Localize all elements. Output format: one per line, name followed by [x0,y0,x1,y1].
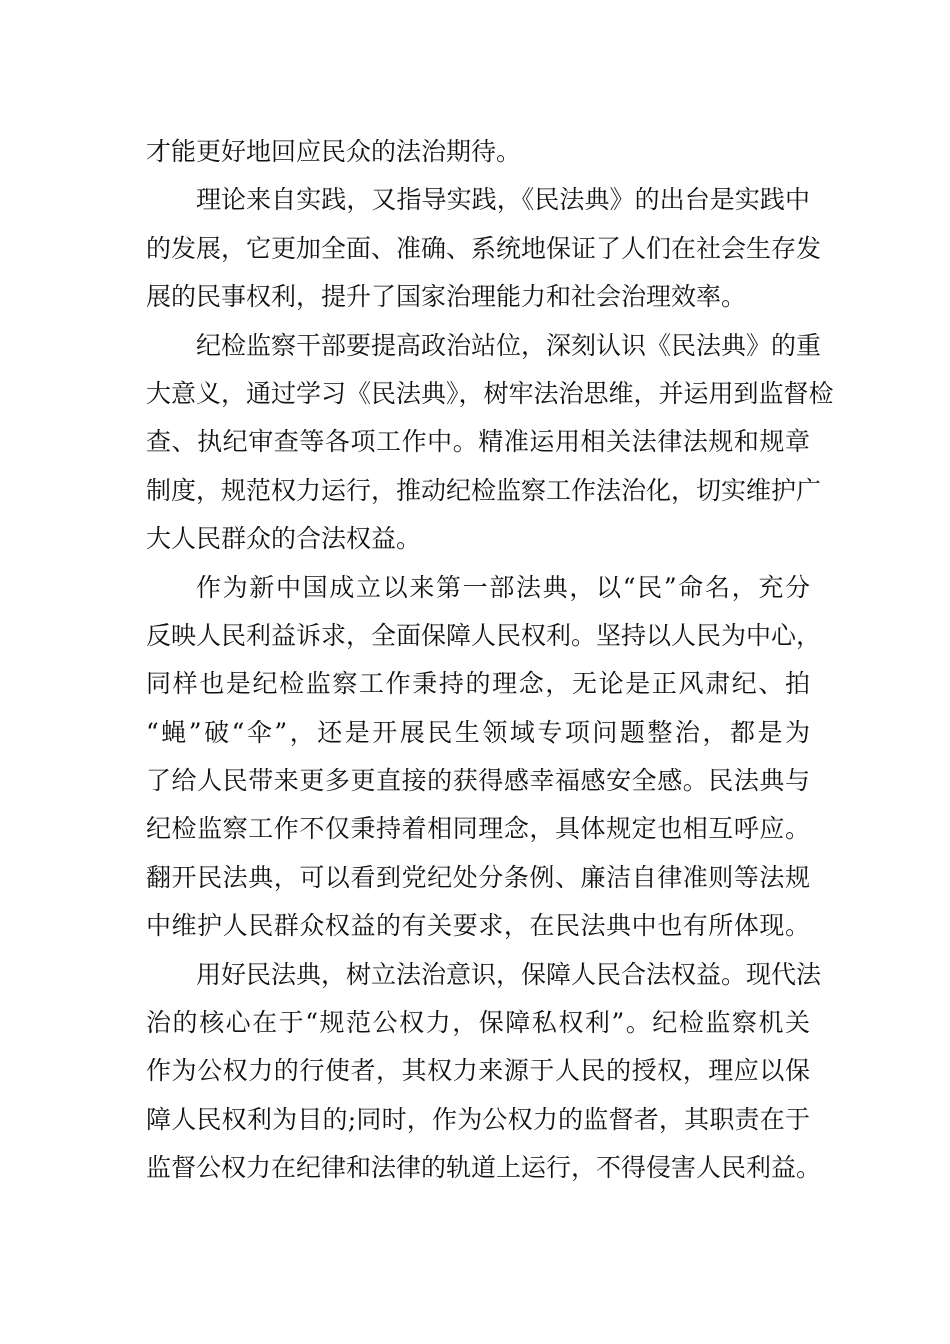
paragraph-3-line-2: 大意义，通过学习《民法典》，树牢法治思维，并运用到监督检 [146,378,834,408]
body-text [146,128,834,1193]
paragraph-3-line-1: 纪检监察干部要提高政治站位，深刻认识《民法典》的重 [196,330,822,360]
paragraph-3-line-5: 大人民群众的合法权益。 [146,524,422,554]
paragraph-5-line-5: 监督公权力在纪律和法律的轨道上运行，不得侵害人民利益。 [146,1153,822,1183]
paragraph-5-line-1: 用好民法典，树立法治意识，保障人民合法权益。现代法 [196,959,822,989]
paragraph-2-line-3: 展的民事权利，提升了国家治理能力和社会治理效率。 [146,282,747,312]
paragraph-4-line-1: 作为新中国成立以来第一部法典，以“民”命名，充分 [196,572,810,602]
paragraph-4-line-7: 翻开民法典，可以看到党纪处分条例、廉洁自律准则等法规 [146,862,810,892]
paragraph-1-line-1: 才能更好地回应民众的法治期待。 [146,137,522,166]
paragraph-4-line-6: 纪检监察工作不仅秉持着相同理念，具体规定也相互呼应。 [146,814,810,844]
paragraph-4-line-3: 同样也是纪检监察工作秉持的理念，无论是正风肃纪、拍 [146,669,810,699]
paragraph-2-line-2: 的发展，它更加全面、准确、系统地保证了人们在社会生存发 [146,233,822,263]
paragraph-4-line-2: 反映人民利益诉求，全面保障人民权利。坚持以人民为中心， [146,620,822,650]
paragraph-4-line-5: 了给人民带来更多更直接的获得感幸福感安全感。民法典与 [146,766,810,796]
paragraph-5-line-3: 作为公权力的行使者，其权力来源于人民的授权，理应以保 [146,1056,810,1086]
paragraph-4-line-4: “蝇”破“伞”，还是开展民生领域专项问题整治，都是为 [146,717,810,747]
paragraph-5-line-2: 治的核心在于“规范公权力，保障私权利”。纪检监察机关 [146,1008,810,1038]
paragraph-3-line-3: 查、执纪审查等各项工作中。精准运用相关法律法规和规章 [146,427,810,457]
paragraph-5-line-4: 障人民权利为目的;同时，作为公权力的监督者，其职责在于 [146,1104,810,1134]
paragraph-2-line-1: 理论来自实践，又指导实践，《民法典》的出台是实践中 [196,185,810,215]
paragraph-3-line-4: 制度，规范权力运行，推动纪检监察工作法治化，切实维护广 [146,475,822,505]
paragraph-4-line-8: 中维护人民群众权益的有关要求，在民法典中也有所体现。 [146,911,810,941]
